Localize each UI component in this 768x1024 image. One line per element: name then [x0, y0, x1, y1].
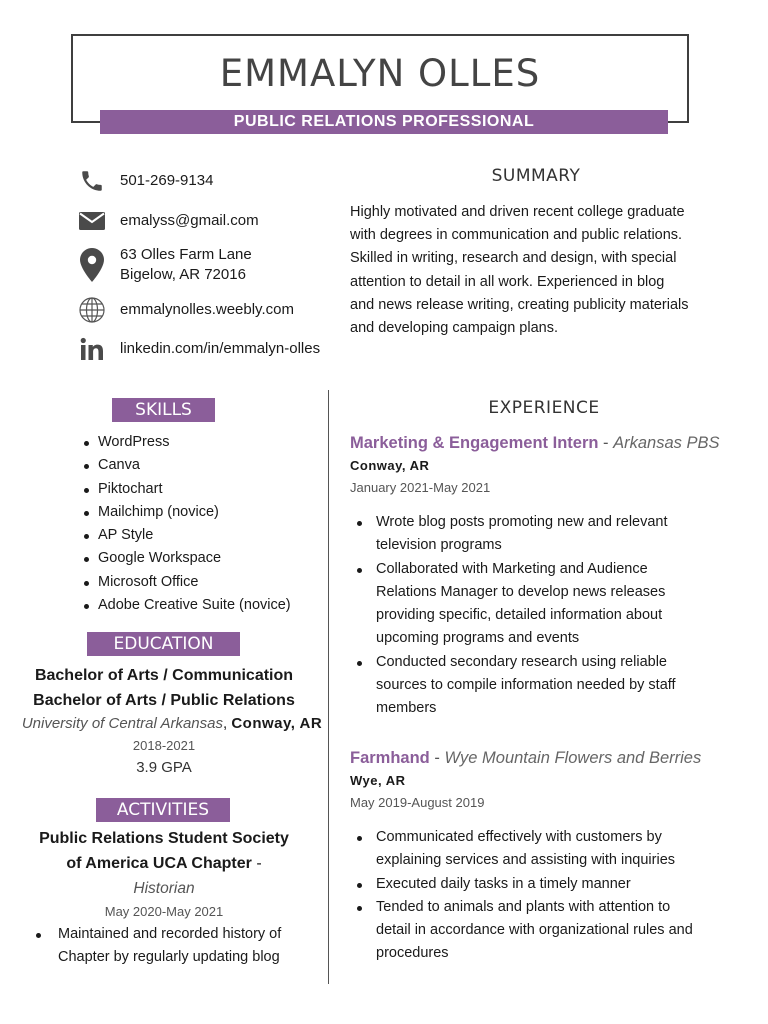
skill-item: Microsoft Office	[98, 571, 291, 594]
email-link[interactable]: emalyss@gmail.com	[120, 212, 259, 229]
skill-item: Canva	[98, 454, 291, 477]
job-bullet-line: Wrote blog posts promoting new and relevant	[376, 514, 668, 530]
education-years: 2018-2021	[132, 738, 196, 753]
skill-item: Piktochart	[98, 478, 291, 501]
summary-line: attention to detail in all work. Experienced in blog	[350, 273, 665, 290]
job-location: Conway, AR	[350, 458, 430, 473]
activity-dates: May 2020-May 2021	[104, 904, 224, 919]
job-bullet-line: sources to compile information needed by staff	[376, 677, 676, 694]
job-entry	[350, 432, 740, 721]
skills-list	[98, 431, 291, 617]
summary-line: and news release writing, creating publicity materials	[350, 296, 689, 313]
job-separator: -	[429, 749, 445, 767]
professional-title: PUBLIC RELATIONS PROFESSIONAL	[100, 110, 668, 134]
job-bullet-line: providing specific, detailed information about	[376, 607, 663, 624]
job-entry	[350, 747, 740, 966]
activity-block	[0, 826, 328, 923]
job-bullet	[350, 558, 740, 651]
address-text	[120, 245, 252, 285]
job-location: Wye, AR	[350, 773, 406, 788]
job-bullet-line: upcoming programs and events	[376, 630, 580, 647]
job-title-line	[350, 747, 740, 769]
job-bullet-line: Executed daily tasks in a timely manner	[376, 875, 631, 892]
activity-org-line-1: Public Relations Student Society	[39, 830, 289, 847]
job-bullet-line: Tended to animals and plants with attention to	[376, 898, 671, 915]
job-title-line	[350, 432, 740, 454]
phone-text: 501-269-9134	[120, 172, 214, 189]
activity-bullet	[36, 923, 306, 969]
activity-bullet-line: Maintained and recorded history of	[58, 926, 282, 942]
map-pin-icon	[78, 245, 106, 285]
job-bullet-line: television programs	[376, 537, 502, 554]
university-name: University of Central Arkansas	[21, 715, 223, 732]
job-bullet	[350, 826, 740, 873]
school-comma: ,	[223, 715, 228, 732]
education-gpa: 3.9 GPA	[136, 759, 192, 776]
school-line	[0, 713, 328, 735]
job-bullets	[350, 511, 740, 721]
summary-heading: SUMMARY	[491, 166, 581, 186]
job-bullet	[350, 511, 740, 558]
degree-1: Bachelor of Arts / Communication	[34, 667, 294, 684]
skill-item: Adobe Creative Suite (novice)	[98, 594, 291, 617]
linkedin-icon	[78, 335, 106, 363]
job-bullet-line: procedures	[376, 945, 449, 962]
activity-org-name: of America UCA Chapter	[66, 855, 252, 872]
experience-heading: EXPERIENCE	[488, 398, 600, 418]
candidate-name: EMMALYN OLLES	[219, 52, 541, 95]
address-line-2: Bigelow, AR 72016	[120, 266, 246, 283]
job-bullet-line: detail in accordance with organizational rules and	[376, 922, 693, 939]
summary-line: Highly motivated and driven recent college graduate	[350, 204, 685, 220]
contact-address	[78, 245, 252, 285]
activities-heading: ACTIVITIES	[96, 798, 230, 822]
phone-icon	[78, 167, 106, 195]
summary-line: and developing campaign plans.	[350, 320, 558, 337]
job-bullet-line: members	[376, 700, 437, 717]
job-dates: January 2021-May 2021	[350, 480, 491, 495]
activity-org-line-2	[0, 851, 328, 876]
linkedin-link[interactable]: linkedin.com/in/emmalyn-olles	[120, 340, 321, 357]
job-company: Arkansas PBS	[613, 434, 720, 452]
job-bullets	[350, 826, 740, 966]
skill-item: AP Style	[98, 524, 291, 547]
degree-2: Bachelor of Arts / Public Relations	[33, 691, 295, 709]
education-block	[0, 664, 328, 779]
activity-dash: -	[256, 855, 262, 872]
job-separator: -	[598, 434, 614, 452]
summary-line: Skilled in writing, research and design, with special	[350, 250, 677, 267]
summary-paragraph	[350, 201, 722, 340]
column-divider	[328, 390, 329, 984]
website-link[interactable]: emmalynolles.weebly.com	[120, 301, 294, 318]
job-title: Marketing & Engagement Intern	[350, 434, 599, 452]
contact-phone	[78, 167, 213, 195]
summary-line: with degrees in communication and public relations.	[350, 227, 683, 244]
skill-item: Google Workspace	[98, 547, 291, 570]
job-bullet	[350, 651, 740, 721]
skills-heading: SKILLS	[112, 398, 215, 422]
skill-item: Mailchimp (novice)	[98, 501, 291, 524]
school-location: Conway, AR	[231, 715, 323, 732]
contact-email	[78, 207, 259, 235]
education-heading: EDUCATION	[87, 632, 240, 656]
skill-item: WordPress	[98, 431, 291, 454]
contact-website	[78, 296, 294, 324]
activity-bullet-line: Chapter by regularly updating blog	[58, 949, 280, 965]
job-title: Farmhand	[350, 749, 430, 767]
activity-role: Historian	[133, 880, 195, 897]
job-bullet-line: explaining services and assisting with inquiries	[376, 852, 676, 869]
job-bullet-line: Relations Manager to develop news releases	[376, 583, 666, 600]
job-bullet-line: Communicated effectively with customers by	[376, 829, 662, 845]
job-bullet	[350, 896, 740, 966]
contact-linkedin	[78, 335, 320, 363]
envelope-icon	[78, 207, 106, 235]
globe-icon	[78, 296, 106, 324]
job-bullet	[350, 873, 740, 896]
job-company: Wye Mountain Flowers and Berries	[444, 749, 702, 767]
address-line-1: 63 Olles Farm Lane	[120, 246, 252, 263]
job-bullet-line: Conducted secondary research using reliable	[376, 653, 667, 670]
job-bullet-line: Collaborated with Marketing and Audience	[376, 560, 648, 577]
job-dates: May 2019-August 2019	[350, 795, 485, 810]
